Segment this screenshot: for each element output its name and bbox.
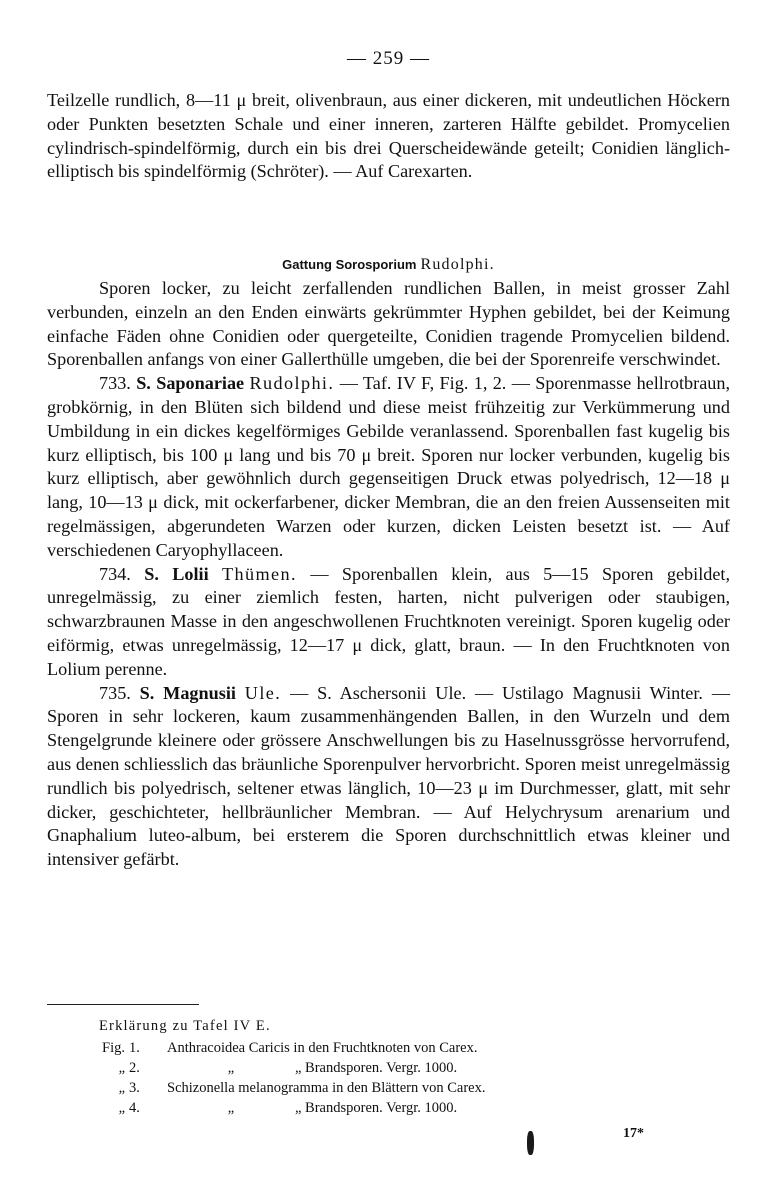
legend-row-text-b: „ Brandsporen. Vergr. 1000. <box>295 1100 458 1116</box>
legend-row-mark: Fig. <box>102 1040 125 1056</box>
legend-row-mark: „ <box>118 1080 125 1096</box>
genus-heading <box>47 255 730 275</box>
legend-row <box>99 1098 699 1118</box>
document-page <box>47 0 730 1200</box>
legend-row-mark: „ <box>118 1060 125 1076</box>
legend-row-number: 3. <box>129 1080 140 1096</box>
species-author: Thümen. <box>222 563 297 584</box>
legend-row-number: 2. <box>129 1060 140 1076</box>
species-author: Rudolphi. <box>249 373 335 394</box>
legend-row-text: Anthracoidea Caricis in den Fruchtknoten von Carex. <box>167 1040 478 1056</box>
legend-row-number: 1. <box>129 1040 140 1056</box>
legend-row-text: Schizonella melanogramma in den Blättern von Carex. <box>167 1080 486 1096</box>
species-number: 734. <box>99 563 131 584</box>
intro-paragraph <box>47 89 730 184</box>
species-name: S. Magnusii <box>139 682 236 703</box>
signature-mark: 17* <box>623 1126 644 1141</box>
species-name: S. Lolii <box>144 563 209 584</box>
legend-row <box>99 1038 699 1058</box>
species-text: — Sporenballen klein, aus 5—15 Sporen gebildet, unregelmässig, zu einer ziemlich festen, harten, nicht pulverigen oder staubigen, schwarzbraunen Masse in den angeschwollenen Fruchtknoten vereinigt. Sporen kugelig oder eiförmig, etwas unregelmässig, 12—17 μ dick, glatt, braun. — In den Fruchtknoten von Lolium perenne. <box>47 563 731 679</box>
legend-row-mark: „ <box>118 1100 125 1116</box>
species-number: 735. <box>99 682 131 703</box>
legend-row-number: 4. <box>129 1100 140 1116</box>
genus-heading-author: Rudolphi. <box>420 256 495 273</box>
genus-heading-label: Gattung Sorosporium <box>282 257 417 272</box>
main-body <box>47 277 730 872</box>
species-entry-734 <box>47 563 730 682</box>
species-entry-735 <box>47 682 730 872</box>
species-number: 733. <box>99 373 131 394</box>
species-text: — S. Aschersonii Ule. — Ustilago Magnusii Winter. — Sporen in sehr lockeren, kaum zusammenhängenden Ballen, in den Wurzeln und dem Stengelgrunde kleinere oder grössere Anschwellungen bis zu Haselnussgrösse hervorrufend, aus denen schliesslich das bräunliche Sporenpulver hervorbricht. Sporen meist unregelmässig rundlich bis polyedrisch, seltener etwas länglich, 10—23 μ im Durchmesser, glatt, mit sehr dicker, geschichteter, hellbräunlicher Membran. — Auf Helychrysum arenarium und Gnaphalium luteo-album, bei ersterem die Sporen durchschnittlich etwas kleiner und intensiver gefärbt. <box>47 682 731 870</box>
legend-row <box>99 1058 699 1078</box>
genus-description: Sporen locker, zu leicht zerfallenden rundlichen Ballen, in meist grosser Zahl verbunden, einzeln an den Enden einwärts gekrümmter Hyphen gebildet, bei der Keimung einfache Fäden ohne Conidien oder quergeteilte, Conidien tragende Promycelien bildend. Sporenballen anfangs von einer Gallerthülle umgeben, die bei der Sporenreife verschwindet. <box>47 278 730 370</box>
legend-row <box>99 1078 699 1098</box>
species-entry-733 <box>47 372 730 562</box>
legend-row-ditto: „ <box>227 1060 235 1076</box>
page-number: — 259 — <box>347 48 430 69</box>
legend-title: Erklärung zu Tafel IV E. <box>99 1018 271 1034</box>
legend-row-text-b: „ Brandsporen. Vergr. 1000. <box>295 1060 458 1076</box>
species-author: Ule. <box>244 682 282 703</box>
species-name: S. Saponariae <box>136 373 245 394</box>
ink-blot <box>527 1131 534 1155</box>
footnote-divider <box>47 1004 199 1005</box>
plate-legend <box>99 1016 699 1118</box>
intro-text: Teilzelle rundlich, 8—11 μ breit, olivenbraun, aus einer dickeren, mit undeutlichen Höckern oder Punkten besetzten Schale und einer inneren, zarteren Hälfte gebildet. Promycelien cylindrisch-spindelförmig, durch ein bis drei Querscheidewände geteilt; Conidien länglich-elliptisch bis spindelförmig (Schröter). — Auf Carexarten. <box>47 90 730 182</box>
species-text: — Taf. IV F, Fig. 1, 2. — Sporenmasse hellrotbraun, grobkörnig, in den Blüten sich bildend und diese meist frühzeitig zur Verkümmerung und Umbildung in ein dickes kegelförmiges Gebilde veranlassend. Sporenballen fast kugelig bis kurz elliptisch, bis 100 μ lang und bis 70 μ breit. Sporen nur locker verbunden, kugelig bis kurz elliptisch, aber gewöhnlich durch gegenseitigen Druck etwas polyedrisch, 12—18 μ lang, 10—13 μ dick, mit ockerfarbener, dicker Membran, die an den freien Aussenseiten mit regelmässigen, abgerundeten Warzen oder kurzen, dicken Leisten besetzt ist. — Auf verschiedenen Caryophyllaceen. <box>47 373 731 560</box>
legend-row-ditto: „ <box>227 1100 235 1116</box>
